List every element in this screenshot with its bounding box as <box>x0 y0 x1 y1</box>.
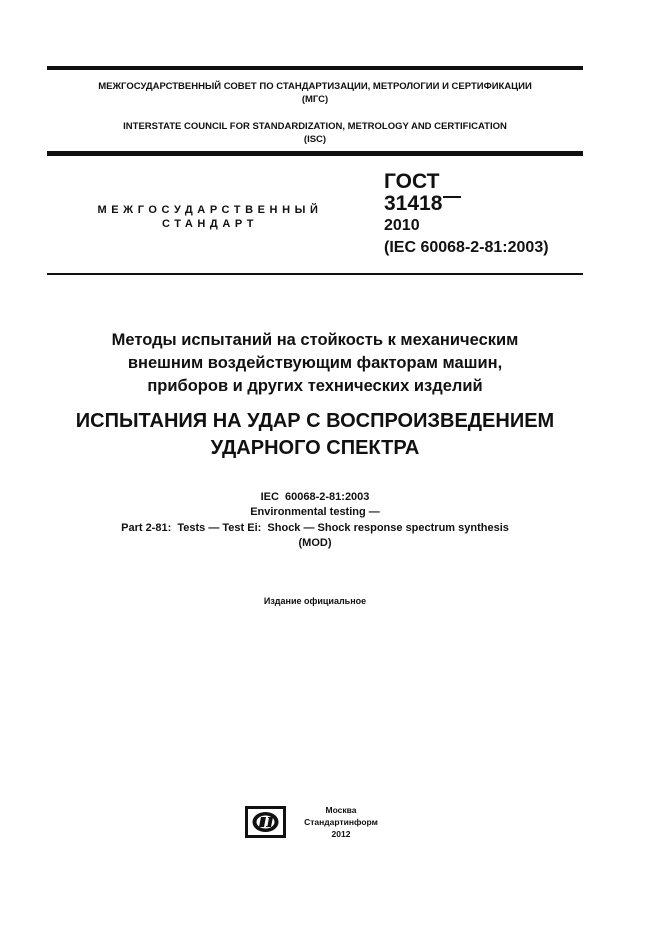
edition-note: Издание официальное <box>263 596 367 606</box>
standartinform-logo-icon <box>245 806 286 838</box>
standard-label-line1: МЕЖГОСУДАРСТВЕННЫЙ <box>97 204 323 216</box>
council-ru-line2: (МГС) <box>301 94 329 105</box>
standard-label <box>60 203 360 231</box>
publisher-year: 2012 <box>331 829 351 839</box>
council-ru-line1: МЕЖГОСУДАРСТВЕННЫЙ СОВЕТ ПО СТАНДАРТИЗАЦИИ, МЕТРОЛОГИИ И СЕРТИФИКАЦИИ <box>98 81 532 92</box>
gost-iec-ref: (IEC 60068-2-81:2003) <box>384 239 549 256</box>
title-main-line2: УДАРНОГО СПЕКТРА <box>210 437 420 459</box>
iec-reference <box>30 490 600 551</box>
title-sub-line2: внешним воздействующим факторам машин, <box>127 354 503 372</box>
publisher-name: Стандартинформ <box>304 817 378 827</box>
gost-number: 31418 <box>384 192 443 215</box>
title-main <box>30 408 600 462</box>
council-name-ru <box>47 80 583 106</box>
title-sub <box>30 329 600 398</box>
standard-label-line2: СТАНДАРТ <box>161 218 259 230</box>
iec-line4: (MOD) <box>298 536 332 549</box>
council-en-line1: INTERSTATE COUNCIL FOR STANDARDIZATION, METROLOGY AND CERTIFICATION <box>123 121 507 132</box>
top-rule <box>47 66 583 70</box>
gost-number-line <box>384 193 549 215</box>
gost-dash <box>443 196 461 198</box>
publisher-city: Москва <box>325 805 357 815</box>
title-sub-line3: приборов и других технических изделий <box>147 377 483 395</box>
gost-year: 2010 <box>384 217 420 234</box>
gost-designation <box>384 171 549 259</box>
publisher-info <box>296 804 386 840</box>
title-sub-line1: Методы испытаний на стойкость к механическим <box>111 331 519 349</box>
council-en-line2: (ISC) <box>303 134 327 145</box>
bottom-rule <box>47 273 583 275</box>
iec-line1: IEC 60068-2-81:2003 <box>260 491 370 503</box>
document-title <box>30 329 600 462</box>
gost-word: ГОСТ <box>384 170 440 193</box>
iec-line2: Environmental testing — <box>250 506 380 519</box>
council-name-en <box>47 120 583 146</box>
title-main-line1: ИСПЫТАНИЯ НА УДАР С ВОСПРОИЗВЕДЕНИЕМ <box>75 410 555 432</box>
iec-line3: Part 2-81: Tests — Test Ei: Shock — Shock response spectrum synthesis <box>121 521 509 534</box>
middle-rule <box>47 151 583 156</box>
